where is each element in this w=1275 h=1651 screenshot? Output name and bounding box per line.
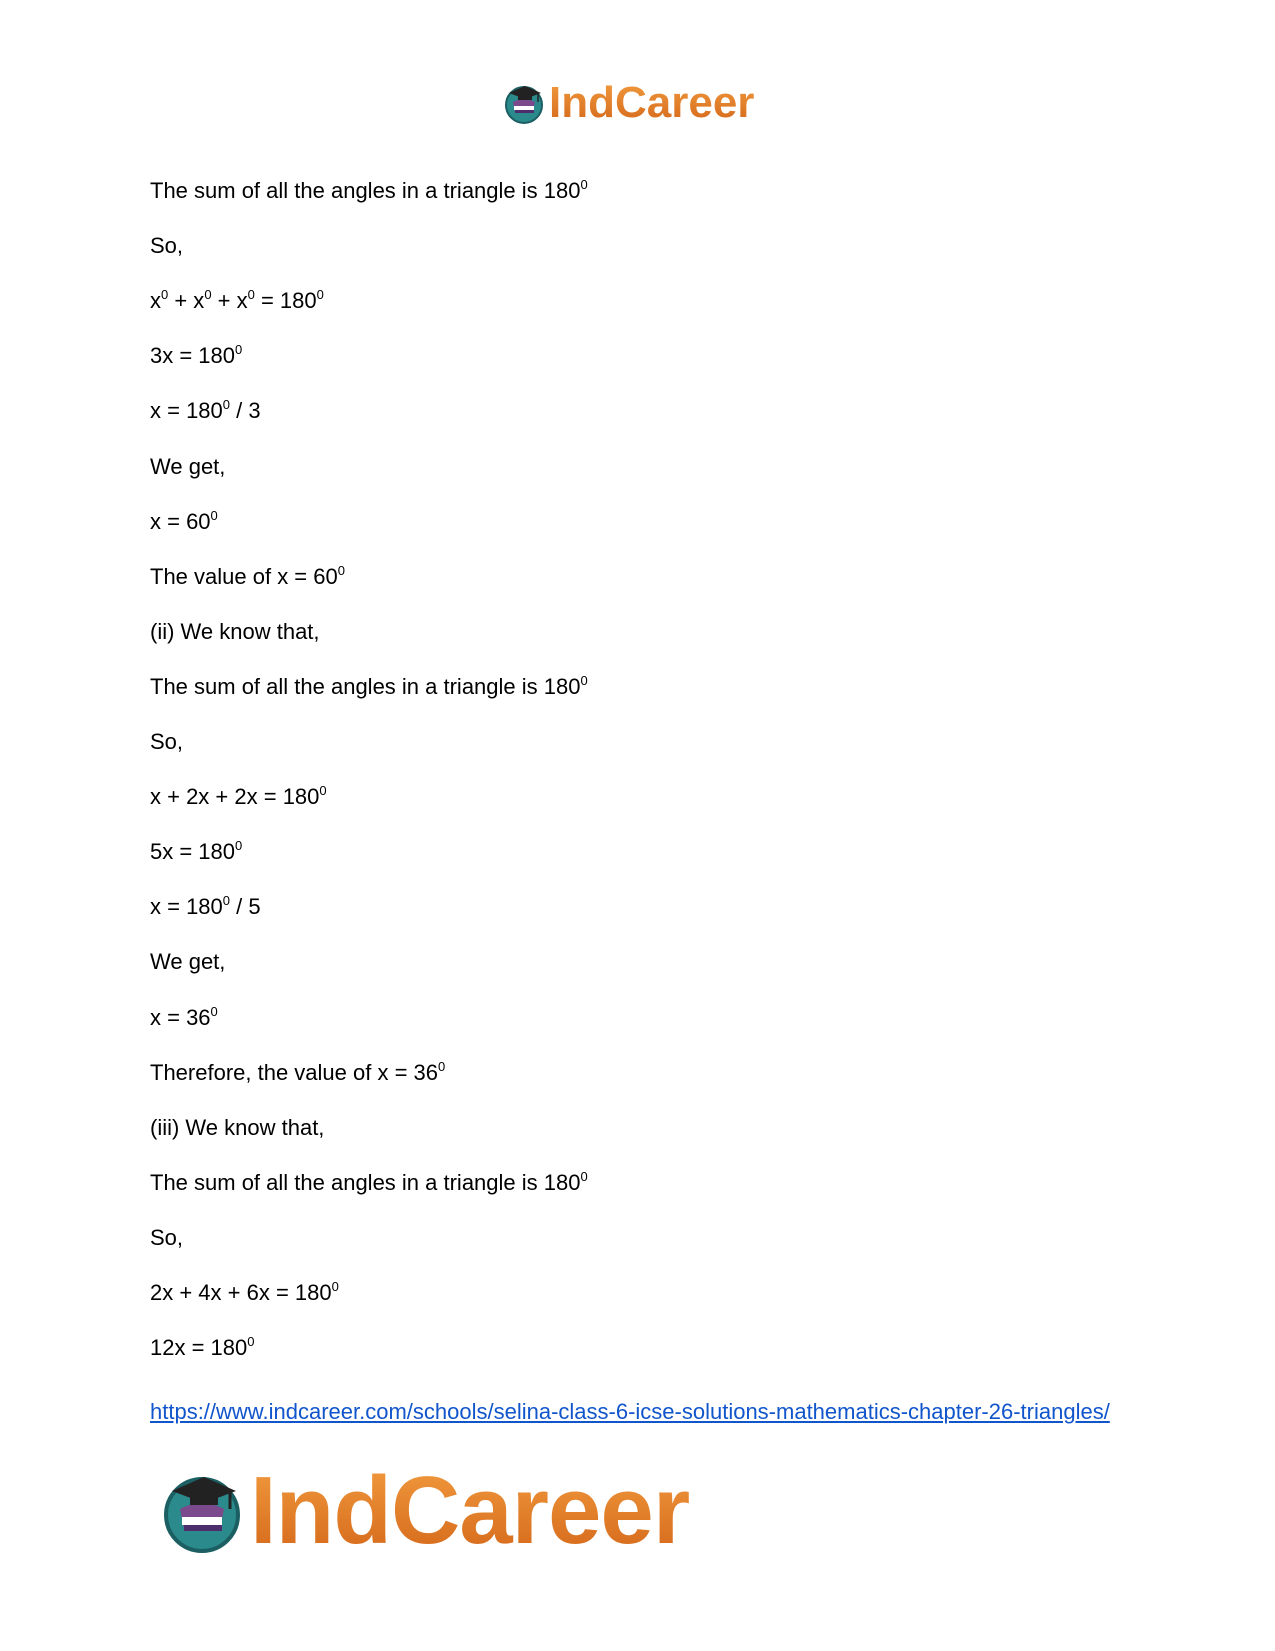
text-line [150,784,327,810]
degree-superscript: 0 [204,287,212,302]
degree-superscript: 0 [235,342,243,357]
degree-superscript: 0 [580,673,588,688]
degree-superscript: 0 [319,783,327,798]
text-segment: / 5 [230,894,261,919]
graduation-cap-books-globe-icon [160,1469,244,1553]
text-segment: So, [150,729,184,754]
degree-superscript: 0 [337,563,345,578]
text-line [150,1005,218,1031]
text-line [150,398,261,424]
degree-superscript: 0 [210,1004,218,1019]
text-segment: We get, [150,949,226,974]
text-segment: The sum of all the angles in a triangle is 180 [150,674,581,699]
text-segment: 2x + 4x + 6x = 180 [150,1280,332,1305]
text-line [150,894,261,920]
text-segment: = 180 [254,288,317,313]
text-segment: The sum of all the angles in a triangle is 180 [150,1170,581,1195]
degree-superscript: 0 [316,287,324,302]
text-segment: x [150,288,161,313]
header-logo [503,80,754,126]
logo-wordmark: IndCareer [250,1457,690,1564]
degree-superscript: 0 [438,1059,446,1074]
text-line [150,1335,254,1361]
text-line [150,839,242,865]
logo-wordmark: IndCareer [549,78,755,127]
degree-superscript: 0 [161,287,169,302]
text-line [150,233,183,259]
text-segment: We get, [150,454,226,479]
degree-superscript: 0 [222,893,231,908]
degree-superscript: 0 [247,287,255,302]
text-segment: The value of x = 60 [150,564,338,589]
text-line [150,564,345,590]
text-line [150,509,218,535]
text-line [150,729,183,755]
text-line [150,288,324,314]
text-segment: x = 60 [150,509,211,534]
text-segment: 3x = 180 [150,343,236,368]
degree-superscript: 0 [580,1169,588,1184]
text-segment: (iii) We know that, [150,1115,325,1140]
footer-logo [160,1457,690,1564]
text-line [150,454,225,480]
text-line [150,1280,339,1306]
text-line [150,674,588,700]
text-segment: 12x = 180 [150,1335,248,1360]
text-line [150,178,588,204]
degree-superscript: 0 [331,1279,339,1294]
text-line [150,949,225,975]
graduation-cap-books-globe-icon [503,82,545,124]
text-segment: 5x = 180 [150,839,236,864]
text-segment: x = 36 [150,1005,211,1030]
text-line [150,619,320,645]
text-segment: So, [150,233,184,258]
degree-superscript: 0 [222,397,231,412]
degree-superscript: 0 [247,1334,255,1349]
text-segment: x = 180 [150,894,223,919]
text-segment: x + 2x + 2x = 180 [150,784,320,809]
text-line [150,343,242,369]
degree-superscript: 0 [235,838,243,853]
text-segment: (ii) We know that, [150,619,320,644]
text-line [150,1225,183,1251]
text-segment: + x [211,288,248,313]
text-segment: + x [168,288,205,313]
degree-superscript: 0 [210,508,218,523]
text-segment: The sum of all the angles in a triangle is 180 [150,178,581,203]
text-segment: So, [150,1225,184,1250]
text-line [150,1115,324,1141]
text-segment: Therefore, the value of x = 36 [150,1060,439,1085]
source-link[interactable]: https://www.indcareer.com/schools/selina-class-6-icse-solutions-mathematics-chapter-26-triangles/ [150,1399,1110,1424]
text-line [150,1060,445,1086]
degree-superscript: 0 [580,177,588,192]
text-segment: / 3 [230,398,261,423]
text-segment: x = 180 [150,398,223,423]
text-line [150,1170,588,1196]
